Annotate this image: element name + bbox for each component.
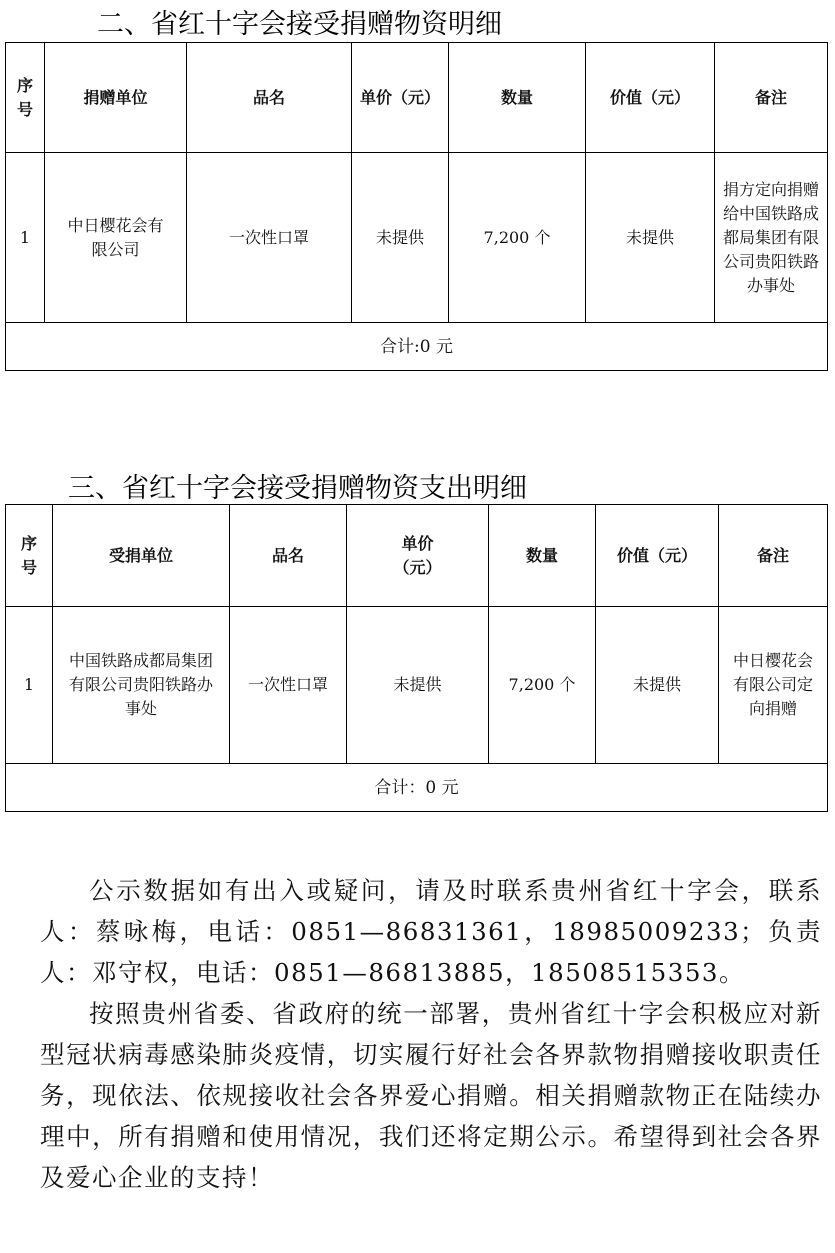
header-note: 备注 — [715, 43, 828, 153]
cell-note: 捐方定向捐赠给中国铁路成都局集团有限公司贵阳铁路办事处 — [715, 153, 828, 323]
table-header-row — [6, 505, 828, 607]
header-quantity: 数量 — [489, 505, 596, 607]
cell-unit-price: 未提供 — [347, 607, 489, 764]
statement-paragraph: 按照贵州省委、省政府的统一部署，贵州省红十字会积极应对新型冠状病毒感染肺炎疫情，切实履行好社会各界款物捐赠接收职责任务，现依法、依规接收社会各界爱心捐赠。相关捐赠款物正在陆续办理中，所有捐赠和使用情况，我们还将定期公示。希望得到社会各界及爱心企业的支持！ — [40, 999, 822, 1192]
cell-item: 一次性口罩 — [187, 153, 352, 323]
cell-unit-price: 未提供 — [352, 153, 449, 323]
body-text — [40, 870, 822, 1198]
table-header-row — [6, 43, 828, 153]
header-recipient: 受捐单位 — [53, 505, 230, 607]
header-unit-price: 单价（元） — [347, 505, 489, 607]
donation-received-table — [5, 42, 828, 371]
cell-item: 一次性口罩 — [230, 607, 347, 764]
cell-quantity: 7,200 个 — [489, 607, 596, 764]
header-donor: 捐赠单位 — [45, 43, 187, 153]
total-row — [6, 323, 828, 371]
table-row — [6, 607, 828, 764]
header-no: 序号 — [6, 505, 53, 607]
total-cell: 合计：0 元 — [6, 764, 828, 812]
header-item: 品名 — [230, 505, 347, 607]
donation-expenditure-table — [5, 504, 828, 812]
total-row — [6, 764, 828, 812]
cell-donor: 中日樱花会有限公司 — [45, 153, 187, 323]
cell-no: 1 — [6, 153, 45, 323]
header-quantity: 数量 — [449, 43, 586, 153]
header-unit-price: 单价（元） — [352, 43, 449, 153]
header-item: 品名 — [187, 43, 352, 153]
cell-recipient: 中国铁路成都局集团有限公司贵阳铁路办事处 — [53, 607, 230, 764]
header-value: 价值（元） — [586, 43, 715, 153]
cell-value: 未提供 — [596, 607, 719, 764]
cell-note: 中日樱花会有限公司定向捐赠 — [719, 607, 828, 764]
section3-heading: 三、省红十字会接受捐赠物资支出明细 — [68, 473, 527, 504]
section2-heading: 二、省红十字会接受捐赠物资明细 — [97, 9, 502, 40]
cell-no: 1 — [6, 607, 53, 764]
header-no: 序号 — [6, 43, 45, 153]
table-row — [6, 153, 828, 323]
header-value: 价值（元） — [596, 505, 719, 607]
contact-paragraph: 公示数据如有出入或疑问，请及时联系贵州省红十字会，联系人：蔡咏梅，电话：0851—86831361，18985009233；负责人：邓守权，电话：0851—86813885，18508515353。 — [40, 876, 822, 987]
total-cell: 合计:0 元 — [6, 323, 828, 371]
cell-value: 未提供 — [586, 153, 715, 323]
header-note: 备注 — [719, 505, 828, 607]
cell-quantity: 7,200 个 — [449, 153, 586, 323]
